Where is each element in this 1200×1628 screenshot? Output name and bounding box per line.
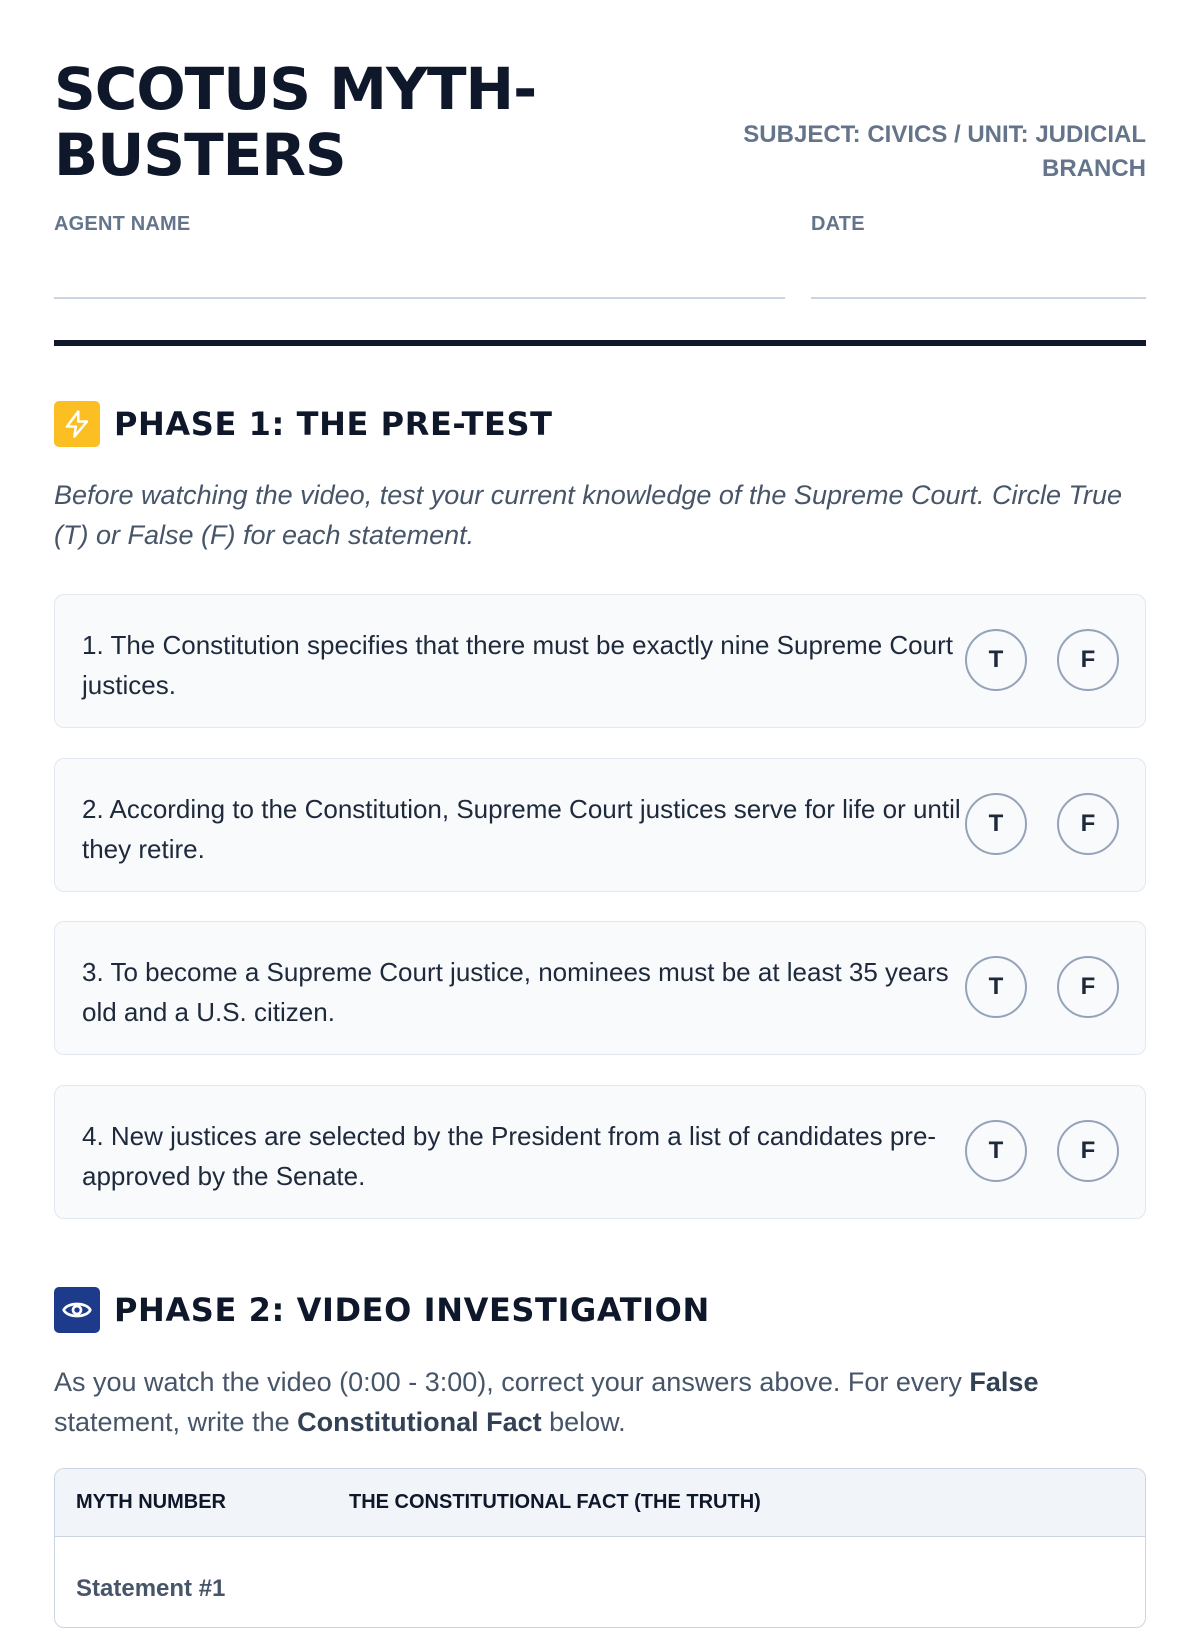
question-card-2 xyxy=(54,758,1146,892)
phase2-instructions xyxy=(54,1362,1146,1442)
true-option-button[interactable]: T xyxy=(965,1120,1027,1182)
date-field-label: DATE xyxy=(811,213,865,235)
phase2-title: PHASE 2: VIDEO INVESTIGATION xyxy=(114,1291,710,1329)
phase1-instructions: Before watching the video, test your current knowledge of the Supreme Court. Circle True (T) or False (F) for each statement. xyxy=(54,480,1123,550)
question-card-1 xyxy=(54,594,1146,728)
table-row xyxy=(55,1537,1145,1628)
question-card-3 xyxy=(54,921,1146,1055)
question-text: 4. New justices are selected by the President from a list of candidates pre-approved by the Senate. xyxy=(82,1121,937,1191)
false-option-button[interactable]: F xyxy=(1057,956,1119,1018)
phase1-title: PHASE 1: THE PRE-TEST xyxy=(114,405,553,443)
facts-table xyxy=(54,1468,1146,1628)
question-text: 3. To become a Supreme Court justice, nominees must be at least 35 years old and a U.S. citizen. xyxy=(82,957,949,1027)
header-divider xyxy=(54,340,1146,346)
true-option-button[interactable]: T xyxy=(965,793,1027,855)
instructions-text: As you watch the video (0:00 - 3:00), correct your answers above. For every xyxy=(54,1367,970,1397)
false-option-button[interactable]: F xyxy=(1057,629,1119,691)
instructions-emphasis-false: False xyxy=(969,1367,1039,1397)
false-option-button[interactable]: F xyxy=(1057,793,1119,855)
phase2-heading xyxy=(54,1287,710,1333)
lightning-icon xyxy=(54,401,100,447)
subject-unit-label: SUBJECT: CIVICS / UNIT: JUDICIAL BRANCH xyxy=(743,121,1146,182)
phase1-heading xyxy=(54,401,553,447)
student-info-fields xyxy=(54,213,1146,303)
date-field[interactable] xyxy=(811,297,1146,299)
instructions-text: below. xyxy=(541,1407,626,1437)
column-header-myth-number: MYTH NUMBER xyxy=(76,1491,226,1513)
true-option-button[interactable]: T xyxy=(965,956,1027,1018)
question-text: 2. According to the Constitution, Supreme Court justices serve for life or until they retire. xyxy=(82,794,961,864)
question-text: 1. The Constitution specifies that there must be exactly nine Supreme Court justices. xyxy=(82,630,953,700)
agent-name-field-label: AGENT NAME xyxy=(54,213,191,235)
false-option-button[interactable]: F xyxy=(1057,1120,1119,1182)
myth-number-cell: Statement #1 xyxy=(76,1575,226,1602)
column-header-fact: THE CONSTITUTIONAL FACT (THE TRUTH) xyxy=(349,1491,761,1513)
eye-icon xyxy=(54,1287,100,1333)
worksheet-header xyxy=(54,0,1146,195)
agent-name-field[interactable] xyxy=(54,297,785,299)
table-header-row xyxy=(55,1469,1145,1537)
instructions-text: statement, write the xyxy=(54,1407,298,1437)
instructions-emphasis-fact: Constitutional Fact xyxy=(297,1407,542,1437)
true-option-button[interactable]: T xyxy=(965,629,1027,691)
page-title: SCOTUS MYTH-BUSTERS xyxy=(54,55,537,189)
worksheet-page xyxy=(54,0,1146,1602)
question-card-4 xyxy=(54,1085,1146,1219)
